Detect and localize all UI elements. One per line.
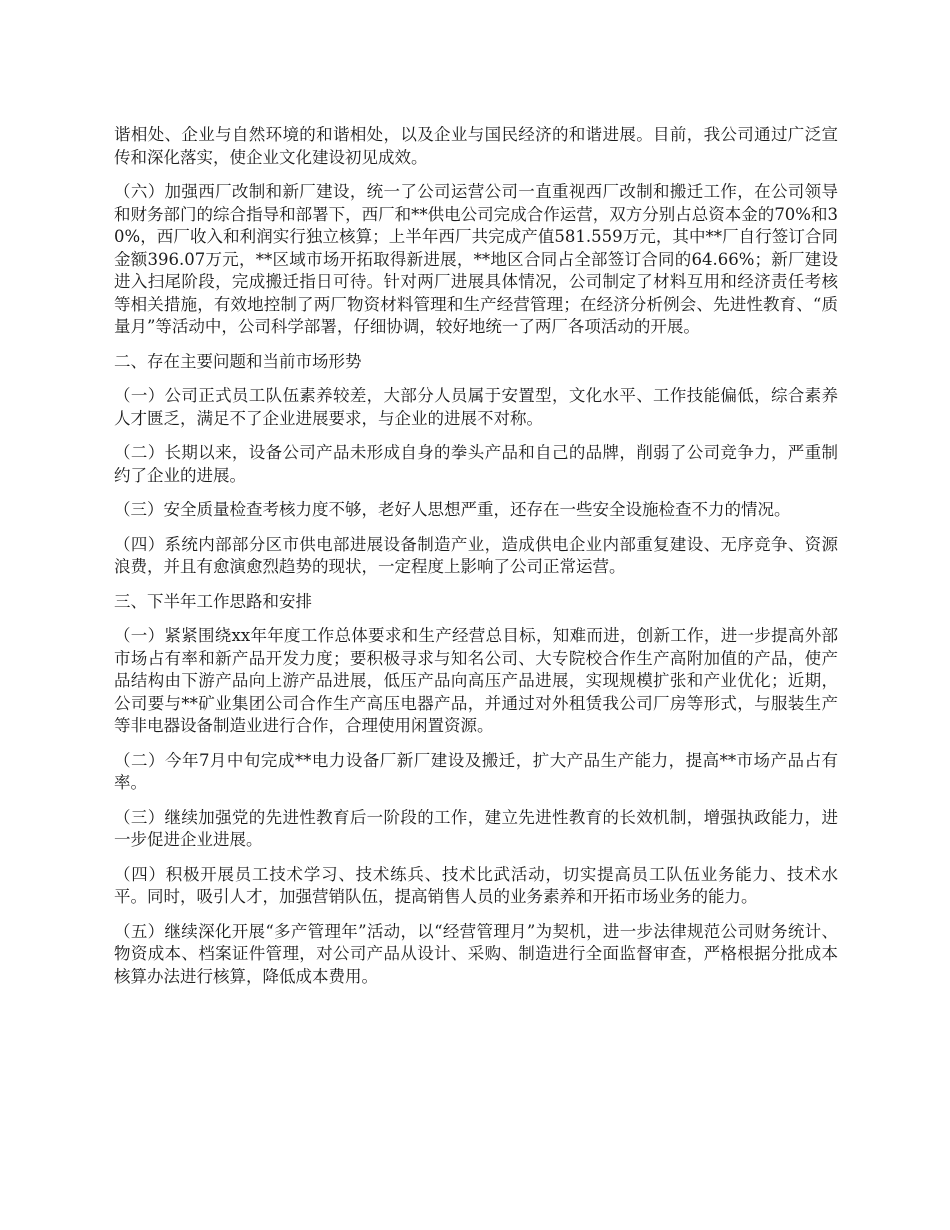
paragraph-plan-2: （二）今年7月中旬完成**电力设备厂新厂建设及搬迁，扩大产品生产能力，提高**市场产品占有率。 [114,750,838,792]
paragraph-plan-4: （四）积极开展员工技术学习、技术练兵、技术比武活动，切实提高员工队伍业务能力、技术水平。同时，吸引人才，加强营销队伍，提高销售人员的业务素养和开拓市场业务的能力。 [114,864,838,906]
section-heading-3: 三、下半年工作思路和安排 [114,591,312,611]
paragraph-plan-5: （五）继续深化开展“多产管理年”活动，以“经营管理月”为契机，进一步法律规范公司财务统计、物资成本、档案证件管理，对公司产品从设计、采购、制造进行全面监督审查，严格根据分批成本核算办法进行核算，降低成本费用。 [114,921,838,986]
paragraph-plan-3: （三）继续加强党的先进性教育后一阶段的工作，建立先进性教育的长效机制，增强执政能力，进一步促进企业进展。 [114,807,838,849]
paragraph-problem-3: （三）安全质量检查考核力度不够，老好人思想严重，还存在一些安全设施检查不力的情况。 [114,500,791,519]
paragraph-item-6: （六）加强西厂改制和新厂建设，统一了公司运营公司一直重视西厂改制和搬迁工作，在公司领导和财务部门的综合指导和部署下，西厂和**供电公司完成合作运营，双方分别占总资本金的70%和30%，西厂收入和利润实行独立核算；上半年西厂共完成产值581.559万元，其中**厂自行签订合同金额396.07万元，**区域市场开拓取得新进展，**地区合同占全部签订合同的64.66%；新厂建设进入扫尾阶段，完成搬迁指日可待。针对两厂进展具体情况，公司制定了材料互用和经济责任考核等相关措施，有效地控制了两厂物资材料管理和生产经营管理；在经济分析例会、先进性教育、“质量月”等活动中，公司科学部署，仔细协调，较好地统一了两厂各项活动的开展。 [114,182,838,336]
paragraph-problem-2: （二）长期以来，设备公司产品未形成自身的拳头产品和自己的品牌，削弱了公司竞争力，严重制约了企业的进展。 [114,443,838,485]
document-page [114,124,838,1000]
paragraph-problem-1: （一）公司正式员工队伍素养较差，大部分人员属于安置型，文化水平、工作技能偏低，综合素养人才匮乏，满足不了企业进展要求，与企业的进展不对称。 [114,386,838,428]
section-heading-2: 二、存在主要问题和当前市场形势 [114,351,362,371]
paragraph-problem-4: （四）系统内部部分区市供电部进展设备制造产业，造成供电企业内部重复建设、无序竞争、资源浪费，并且有愈演愈烈趋势的现状，一定程度上影响了公司正常运营。 [114,534,838,576]
paragraph-plan-1: （一）紧紧围绕xx年年度工作总体要求和生产经营总目标，知难而进，创新工作，进一步提高外部市场占有率和新产品开发力度；要积极寻求与知名公司、大专院校合作生产高附加值的产品，使产品结构由下游产品向上游产品进展，低压产品向高压产品进展，实现规模扩张和产业优化；近期，公司要与**矿业集团公司合作生产高压电器产品，并通过对外租赁我公司厂房等形式，与服装生产等非电器设备制造业进行合作，合理使用闲置资源。 [114,626,838,735]
paragraph-intro-continuation: 谐相处、企业与自然环境的和谐相处，以及企业与国民经济的和谐进展。目前，我公司通过广泛宣传和深化落实，使企业文化建设初见成效。 [114,125,838,167]
